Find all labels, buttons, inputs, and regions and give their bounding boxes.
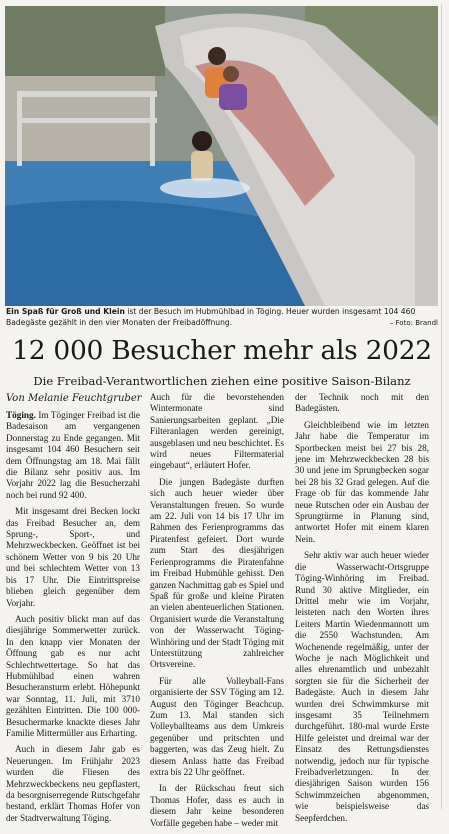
article-column-2 xyxy=(150,392,284,834)
waterslide-photo xyxy=(5,6,438,306)
paragraph: Mit insgesamt drei Becken lockt das Freibad Besucher an, dem Sprung-, Sport-, und Mehrzweckbecken. Geöffnet ist bei schönem Wetter von 9 bis 20 Uhr und bei schlechtem Wetter von 13 bis 17 Uhr. Die Eintrittspreise blieben gleich gegenüber dem Vorjahr. xyxy=(6,506,140,608)
photo-caption xyxy=(6,307,438,328)
paragraph: Auch in diesem Jahr gab es Neuerungen. Im Frühjahr 2023 wurden die Fliesen des Mehrzweckbeckens neu gepflastert, da besorgniserregende Rutschgefahr bestand, erklärt Thomas Hofer von der Stadtverwaltung Töging. xyxy=(6,744,140,823)
paragraph: Gleichbleibend wie im letzten Jahr habe die Temperatur im Sportbecken meist bei 27 bis 28, jene im Mehrzweckbecken 28 bis 30 und jene im Sprungbecken sogar bei 28 bis 32 Grad gelegen. Auf die Frage ob für das kommende Jahr neue Rutschen oder ein Ausbau der Sprungtürme in Planung sind, antwortet Hofer mit einem klaren Nein. xyxy=(295,419,429,544)
paragraph: Töging. Im Töginger Freibad ist die Badesaison am vergangenen Donnerstag zu Ende gegangen. Mit insgesamt 104 460 Besuchern seit dem Öffnungstag am 18. Mai fällt die Bilanz sehr positiv aus. Im Vorjahr 2022 lag die Besucherzahl noch bei rund 92 400. xyxy=(6,410,140,500)
photo-credit: – Foto: Brandl xyxy=(389,318,438,327)
paragraph: Auch positiv blickt man auf das diesjährige Sommerwetter zurück. In den knapp vier Monaten der Öffnung gab es nur acht Schlechtwettertage. So hat das Hubmühlbad einen wahren Besucheransturm erlebt. Höhepunkt war Sonntag, 11. Juli, mit 3710 gezählten Eintritten. Die 100 000-Besuchermarke knackte dieses Jahr Familie Mittermüller aus Erharting. xyxy=(6,613,140,738)
headline: 12 000 Besucher mehr als 2022 xyxy=(12,335,432,366)
dateline: Töging. xyxy=(6,410,36,420)
page-edge-rule xyxy=(441,4,442,809)
paragraph: In der Rückschau freut sich Thomas Hofer, dass es auch in diesem Jahr keine besonderen Vorfälle gegeben habe – weder mit xyxy=(150,783,284,828)
article-column-1 xyxy=(6,410,140,829)
photo-illustration xyxy=(5,6,438,306)
caption-text: ist der Besuch im Hubmühlbad in Töging. Heuer wurden insgesamt 104 460 Badegäste gezählt in den vier Monaten der Freibadöffnung. xyxy=(6,307,416,327)
paragraph: Für alle Volleyball-Fans organisierte der SSV Töging am 12. August den Töginger Beachcup. Zum 13. Mal standen sich Volleyballteams aus dem Umkreis gegenüber und pritschten und baggerten, was das Zeug hielt. Zu diesem Anlass hatte das Freibad extra bis 22 Uhr geöffnet. xyxy=(150,675,284,777)
caption-lead: Ein Spaß für Groß und Klein xyxy=(6,307,125,316)
author-byline: Von Melanie Feuchtgruber xyxy=(6,393,142,404)
paragraph: Die jungen Badegäste durften sich auch heuer wieder über Veranstaltungen freuen. So wurde am 22. Juli von 14 bis 17 Uhr im Rahmen des Ferienprogramms das Piratenfest gefeiert. Dort wurde zum Start des diesjährigen Ferienprogramms die Piratenfahne im Freibad Hubmühle gehisst. Den ganzen Nachmittag gab es Spiel und Spaß für große und kleine Piraten an vielen abenteuerlichen Stationen. Organisiert wurde die Veranstaltung von der Wasserwacht Töging-Winhöring und der Stadt Töging mit Unterstützung zahlreicher Ortsvereine. xyxy=(150,476,284,670)
paragraph: der Technik noch mit den Badegästen. xyxy=(295,392,429,414)
paragraph: Sehr aktiv war auch heuer wieder die Wasserwacht-Ortsgruppe Töging-Winhöring im Freibad. Rund 30 aktive Mitglieder, ein Drittel mehr wie im Vorjahr, leisteten nach den Worten ihres Leiters Martin Wiedenmannott um die 2550 Wachstunden. Am Wochenende regelmäßig, unter der Woche je nach Möglichkeit und alles ehrenamtlich und unbezahlt sorgten sie für die Sicherheit der Badegäste. Auch in diesem Jahr wurden drei Schwimmkurse mit insgesamt 35 Teilnehmern durchgeführt. 180-mal wurde Erste Hilfe geleistet und dreimal war der Einsatz des Rettungsdienstes notwendig, jedoch nur für typische Freibadverletzungen. In der diesjährigen Saison wurden 156 Schwimmzeichen abgenommen, wie beispielsweise das Seepferdchen. xyxy=(295,550,429,823)
paragraph: Auch für die bevorstehenden Wintermonate sind Sanierungsarbeiten geplant. „Die Filteranlagen werden gereinigt, ausgeblasen und neu beschichtet. Es wird neues Filtermaterial eingebaut“, erläutert Hofer. xyxy=(150,392,284,471)
article-column-3 xyxy=(295,392,429,829)
subheadline: Die Freibad-Verantwortlichen ziehen eine positive Saison-Bilanz xyxy=(33,374,411,388)
